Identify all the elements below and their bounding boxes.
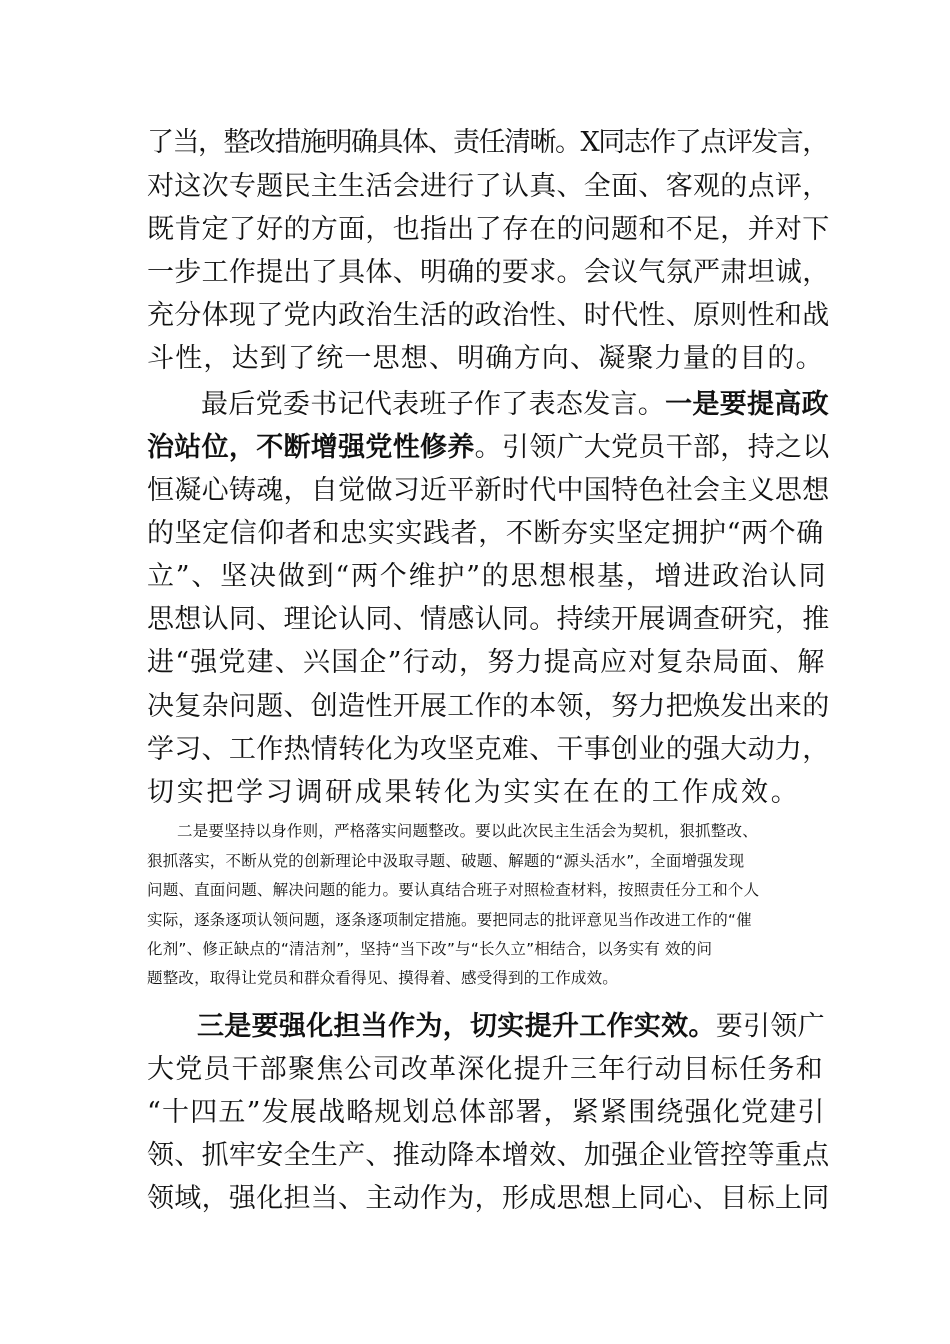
paragraph-1-line-2: 对这次专题民主生活会进行了认真、全面、客观的点评， [147,171,830,202]
paragraph-4-line-1-text: 要引领广 [715,1011,825,1042]
paragraph-2-heading-start: 一是要提高政 [665,389,829,420]
paragraph-2-line-1 [201,390,829,420]
paragraph-2-line-9: 学习、工作热情转化为攻坚克难、干事创业的强大动力， [147,734,830,765]
paragraph-2-line-7: 进“强党建、兴国企”行动，努力提高应对复杂局面、解 [147,647,826,678]
paragraph-1-line-3: 既肯定了好的方面，也指出了存在的问题和不足，并对下 [147,214,830,245]
paragraph-2-intro: 最后党委书记代表班子作了表态发言。 [201,389,666,420]
paragraph-3-line-2: 狠抓落实，不断从党的创新理论中汲取寻题、破题、解题的“源头活水”，全面增强发现 [147,852,745,870]
paragraph-2-line-2-text: 。引领广大党员干部，持之以 [474,432,830,463]
paragraph-2-line-2 [147,433,830,463]
paragraph-2-line-6: 思想认同、理论认同、情感认同。持续开展调查研究，推 [147,604,830,635]
paragraph-3-line-5: 化剂”、修正缺点的“清洁剂”，坚持“当下改”与“长久立”相结合，以务实有 效的问 [147,940,713,958]
paragraph-1-line-1: 了当，整改措施明确具体、责任清晰。X同志作了点评发言， [147,127,828,158]
paragraph-3-line-4: 实际，逐条逐项认领问题，逐条逐项制定措施。要把同志的批评意见当作改进工作的“催 [147,911,752,929]
paragraph-2-line-4: 的坚定信仰者和忠实实践者，不断夯实坚定拥护“两个确 [147,518,824,549]
paragraph-4-line-5: 领域，强化担当、主动作为，形成思想上同心、目标上同 [147,1183,830,1214]
paragraph-4-line-3: “十四五”发展战略规划总体部署，紧紧围绕强化党建引 [147,1097,826,1128]
paragraph-1-line-5: 充分体现了党内政治生活的政治性、时代性、原则性和战 [147,300,830,331]
paragraph-2-line-8: 决复杂问题、创造性开展工作的本领，努力把焕发出来的 [147,691,830,722]
paragraph-3-line-3: 问题、直面问题、解决问题的能力。要认真结合班子对照检查材料，按照责任分工和个人 [147,881,760,899]
paragraph-4-line-2: 大党员干部聚焦公司改革深化提升三年行动目标任务和 [147,1054,824,1085]
paragraph-2-line-3: 恒凝心铸魂，自觉做习近平新时代中国特色社会主义思想 [147,475,830,506]
paragraph-1-line-6: 斗性，达到了统一思想、明确方向、凝聚力量的目的。 [147,343,824,374]
paragraph-3-line-1: 二是要坚持以身作则，严格落实问题整改。要以此次民主生活会为契机，狠抓整改、 [177,822,758,840]
paragraph-4-line-1 [197,1012,825,1042]
paragraph-3-line-6: 题整改，取得让党员和群众看得见、摸得着、感受得到的工作成效。 [147,969,619,987]
paragraph-2-heading-end: 治站位，不断增强党性修养 [147,432,475,463]
paragraph-4-heading: 三是要强化担当作为，切实提升工作实效。 [197,1011,716,1042]
paragraph-2-line-10: 切实把学习调研成果转化为实实在在的工作成效。 [147,777,801,808]
paragraph-1-line-4: 一步工作提出了具体、明确的要求。会议气氛严肃坦诚， [147,257,830,288]
paragraph-4-line-4: 领、抓牢安全生产、推动降本增效、加强企业管控等重点 [147,1140,830,1171]
paragraph-2-line-5: 立”、坚决做到“两个维护”的思想根基，增进政治认同 [147,561,828,592]
